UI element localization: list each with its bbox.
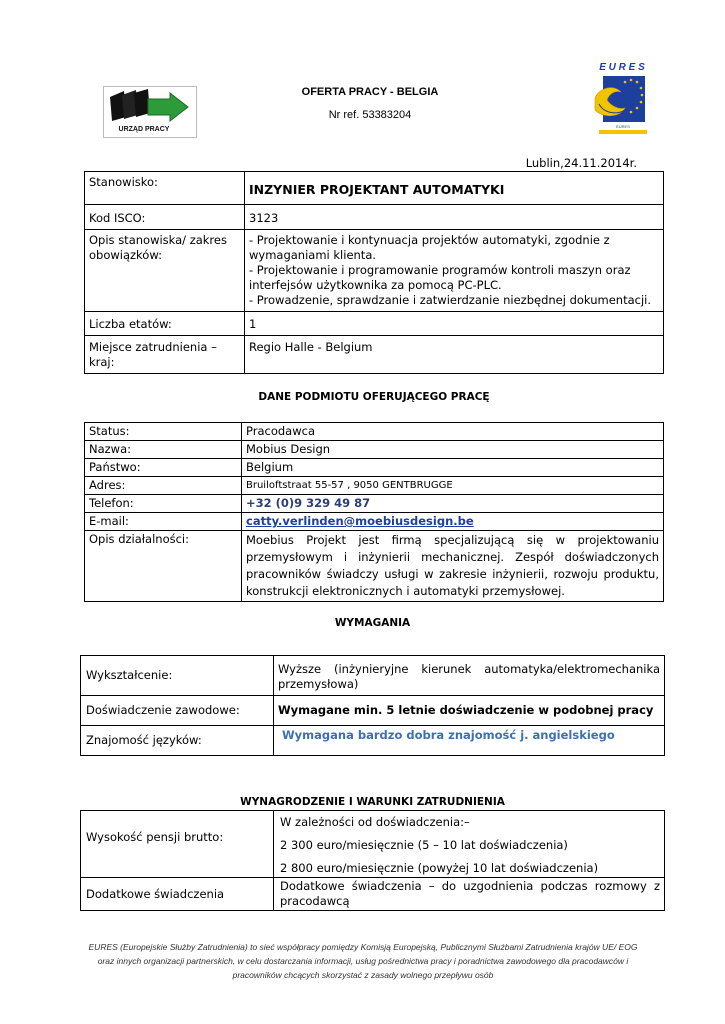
positions-value: 1 [245,312,664,336]
table-row [85,513,664,531]
document-date: Lublin,24.11.2014r. [525,156,637,170]
table-row [85,495,664,513]
gross-salary-line: 2 800 euro/miesięcznie (powyżej 10 lat doświadczenia) [280,861,599,875]
country-label: Państwo: [85,459,242,477]
page-title: OFERTA PRACY - BELGIA [301,86,439,98]
positions-label: Liczba etatów: [85,312,245,336]
status-value: Pracodawca [242,423,664,441]
experience-value: Wymagane min. 5 letnie doświadczenie w podobnej pracy [274,696,665,726]
table-row [85,423,664,441]
employer-table [84,422,664,602]
salary-table [80,810,665,911]
email-label: E-mail: [85,513,242,531]
requirements-section-title: WYMAGANIA [334,617,411,629]
eures-logo-small-text: EURES [616,124,630,129]
benefits-value: Dodatkowe świadczenia – do uzgodnienia podczas rozmowy z pracodawcą [274,878,665,911]
education-value: Wyższe (inżynieryjne kierunek automatyka/elektromechanika przemysłowa) [274,656,665,696]
activity-value: Moebius Projekt jest firmą specjalizującą się w projektowaniu przemysłowym i inżynierii mechanicznej. Zespół doświadczonych pracowników świadczy usługi w zakresie inżynierii, rozwoju produktu, konstrukcji elektronicznych i automatyki przemysłowej. [242,531,664,602]
benefits-label: Dodatkowe świadczenia [81,878,274,911]
table-row [85,230,664,312]
table-row [81,811,665,878]
name-value: Mobius Design [242,441,664,459]
table-row [81,696,665,726]
experience-label: Doświadczenie zawodowe: [81,696,274,726]
eures-logo [585,58,655,150]
status-label: Status: [85,423,242,441]
footer-line [88,940,638,954]
description-label: Opis stanowiska/ zakres obowiązków: [85,230,245,312]
table-row [85,441,664,459]
country-value: Belgium [242,459,664,477]
gross-salary-label: Wysokość pensji brutto: [81,811,274,878]
logo-left-text: URZĄD PRACY [118,126,170,133]
footer [88,940,638,982]
name-label: Nazwa: [85,441,242,459]
email-link[interactable]: catty.verlinden@moebiusdesign.be [246,514,474,528]
footer-line: oraz innych organizacji partnerskich, w celu dostarczania informacji, usług pośrednictwa pracy i poradnictwa zawodowego dla pracodawców i [97,956,629,966]
table-row [85,172,664,205]
languages-value: Wymagana bardzo dobra znajomość j. angielskiego [274,726,665,756]
education-label: Wykształcenie: [81,656,274,696]
phone-value: +32 (0)9 329 49 87 [242,495,664,513]
description-value [245,230,664,312]
location-label: Miejsce zatrudnienia – kraj: [85,336,245,374]
address-label: Adres: [85,477,242,495]
footer-eures-name: EURES (Europejskie Służby Zatrudnienia) [88,942,248,952]
address-value: Bruiloftstraat 55-57 , 9050 GENTBRUGGE [242,477,664,495]
position-value: INZYNIER PROJEKTANT AUTOMATYKI [245,172,664,205]
gross-salary-line: 2 300 euro/miesięcznie (5 – 10 lat doświadczenia) [280,838,568,852]
languages-label: Znajomość języków: [81,726,274,756]
reference-number: Nr ref. 53383204 [328,109,412,121]
isco-value: 3123 [245,205,664,230]
eures-logo-text: E U R E S [599,62,645,73]
table-row [85,459,664,477]
phone-label: Telefon: [85,495,242,513]
position-label: Stanowisko: [85,172,245,205]
table-row [81,878,665,911]
footer-line-rest: to sieć współpracy pomiędzy Komisją Europejską, Publicznymi Służbami Zatrudnienia krajów UE/ EOG [247,942,638,952]
description-line: - Projektowanie i programowanie programów kontroli maszyn oraz interfejsów użytkownika za pomocą PC-PLC. [249,263,631,292]
table-row [85,312,664,336]
table-row [85,336,664,374]
gross-salary-line: W zależności od doświadczenia:– [280,815,470,829]
table-row [85,477,664,495]
location-value: Regio Halle - Belgium [245,336,664,374]
employer-section-title: DANE PODMIOTU OFERUJĄCEGO PRACĘ [258,391,490,403]
gross-salary-value [274,811,665,878]
footer-line: pracowników chcących skorzystać z zasady wolnego przepływu osób [232,970,494,980]
job-details-table [84,171,664,374]
description-line: - Prowadzenie, sprawdzanie i zatwierdzanie niezbędnej dokumentacji. [249,293,652,307]
salary-section-title: WYNAGRODZENIE I WARUNKI ZATRUDNIENIA [240,796,505,808]
table-row [81,726,665,756]
activity-label: Opis działalności: [85,531,242,602]
isco-label: Kod ISCO: [85,205,245,230]
description-line: - Projektowanie i kontynuacja projektów automatyki, zgodnie z wymaganiami klienta. [249,233,610,262]
urzad-pracy-logo [103,86,197,138]
table-row [85,531,664,602]
table-row [85,205,664,230]
table-row [81,656,665,696]
requirements-table [80,655,665,756]
